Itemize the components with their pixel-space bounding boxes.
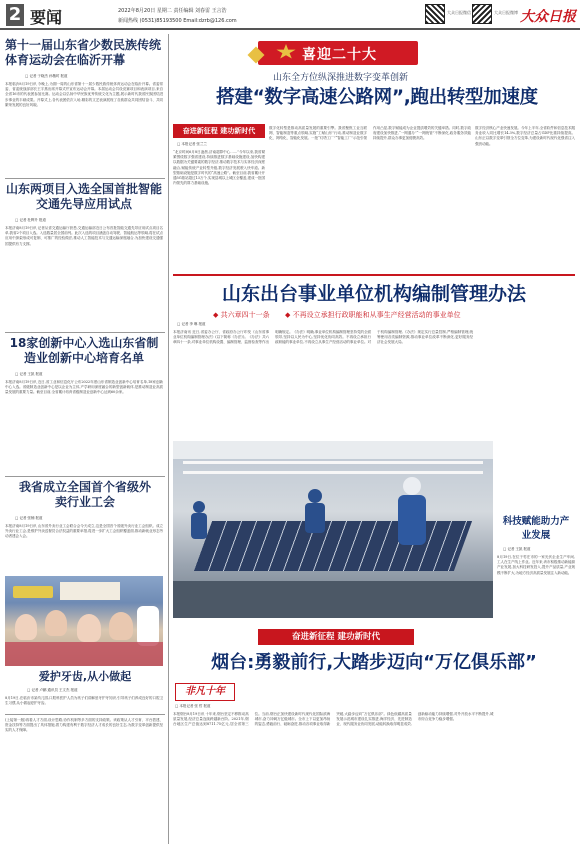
editor-line: 新闻热线 (0531)85193500 Email:dzrb@126.com <box>118 18 237 24</box>
article-byline: □ 本报记者 张 哲 报道 <box>175 704 211 708</box>
article-headline: 我省成立全国首个省级外卖行业工会 <box>18 480 151 509</box>
article-body: 本报烟台8月19日讯 十年来,烟台坚定不移推动高质量发展,经济总量连续跨越新台阶。2021年,烟台地区生产总值达到8711.75亿元,居全省第三位。当前,烟台正加快建设新时代现代化国际滨海城市,奋力冲刺万亿级城市。全市上下以更加昂扬的姿态,勇毅前行、砥砺奋进,推动各项事业取得新突破,大踏步迈向“万亿俱乐部”。绿色低碳高质量发展示范城市建设扎实推进,海洋经济、先进制造业、现代服务业协同发展,动能转换取得明显成效,创新驱动能力持续增强,对外开放水平不断提升,城市综合竞争力稳步增强。 <box>173 712 494 727</box>
photo-feature-text <box>497 441 575 618</box>
article-body: 8月19日,在位于枣庄市的一家光伏企业生产车间,工人在生产线上作业。近年来,该市积极推动新能源产业发展,加大科技研发投入,提升产品质量,产业规模不断扩大,为地方经济高质量发展注入新动能。 <box>497 555 575 575</box>
article-byline: □ 记者 王凯 报道 <box>503 547 531 551</box>
article-byline: □ 记者 王凯 报道 <box>15 372 43 376</box>
policy-article <box>173 278 575 438</box>
policy-headline: 山东出台事业单位机构编制管理办法 <box>221 283 526 305</box>
paper-logo: 大众日报 <box>520 9 576 25</box>
article-body: 本报济南讯 近日,省委办公厅、省政府办公厅印发《山东省事业单位机构编制管理办法》(以下简称《办法》)。《办法》共六章四十一条,对事业单位机构设置、编制管理、监督检查等作出明确规定。《办法》明确,事业单位机构编制管理坚持党的全面领导,坚持以人民为中心,坚持优化协同高效。不再设立承担行政职能的事业单位,不再设立从事生产经营活动的事业单位。对于机构编制管理,《办法》规定实行总量控制,严格编制管理,统筹使用各类编制资源,推动事业单位改革不断深化,更好服务经济社会发展大局。 <box>173 330 473 345</box>
dateline: 2022年8月20日 星期二 责任编辑 刘春雷 王言浩 <box>118 8 227 14</box>
article-body: “北京时间6月8日凌晨,济南超算中心……”今年以来,我省紧紧围绕数字强省建设,持续推进数字基础设施建设,加快构建以数据为关键要素的数字经济,推动数字技术与实体经济深度融合,赋能传统产业转型升级,数字经济发展驶入快车道。新型基础设施是数字时代的“高速公路”。截至目前,我省累计开通5G基站超过13万个,实现县城以上城区全覆盖,建成一批国内领先的算力基础设施。 <box>173 150 265 186</box>
article-headline: 爱护牙齿,从小做起 <box>38 670 132 683</box>
article-body: 数字化转型是推动高质量发展的重要引擎。我省聚焦工业互联网、智能制造等重点领域,实施“工赋山东”行动,推动制造业数字化、网络化、智能化发展。一批“灯塔工厂”“智能工厂”示范引领作用凸显,数字赋能成为企业提质增效的关键举措。同时,数字政府建设加快推进,“一网通办”“一网统管”不断深化,政务服务效能持续提升,群众办事更加便捷高效。 <box>269 126 471 141</box>
section-name: 要闻 <box>30 8 63 27</box>
main-headline: 搭建“数字高速公路网”,跑出转型加速度 <box>216 87 538 108</box>
article-body: 数字经济核心产业快速发展。今年上半年,全省软件和信息技术服务业收入同比增长14.3%,数字经济总量占GDP比重持续提高。山东正以数字变革引领全方位变革,为建设新时代现代化强省注入强劲动能。 <box>475 126 575 146</box>
article-byline: □ 记者 于晓杰 孙楷时 报道 <box>25 74 68 78</box>
article-body: 8月19日,在临沂市某幼儿园,口腔科医护人员为孩子们讲解爱牙护牙知识,引导孩子们养成良好的口腔卫生习惯,从小做起爱护牙齿。 <box>5 696 163 706</box>
policy-subhead: ◆ 共六章四十一条 <box>213 311 270 319</box>
article-byline: □ 本报记者 张兰兰 <box>177 142 207 146</box>
article-body: 本报济南8月19日讯 近日,省工业和信息化厅公布2022年度山东省制造业创新中心培育名单,18家创新中心入选。省级制造业创新中心是以企业为主体,产学研用深度融合的新型创新载体,是推动制造业高质量发展的重要力量。截至目前,全省累计培育省级制造业创新中心达到60余家。 <box>5 380 163 395</box>
policy-subhead-1: 共六章四十一条 <box>220 311 270 319</box>
left-column <box>5 34 165 844</box>
article-body: 本报济南8月19日讯 山东省外卖行业工会联合会今天成立,这是全国首个省级外卖行业工会组织。成立外卖行业工会,是维护外卖送餐员合法权益的重要举措,将进一步扩大工会组织覆盖面,推动新就业形态劳动者建会入会。 <box>5 524 163 539</box>
kids-dental-photo <box>5 576 163 666</box>
article-kicker: 山东全方位纵深推进数字变革创新 <box>273 73 409 83</box>
bottom-series-tag: 奋进新征程 建功新时代 <box>258 629 414 645</box>
qr-label-2: 大众日报微博 <box>494 10 518 15</box>
article-byline: □ 记者 卢鹏 通讯员 王文杰 报道 <box>27 688 78 692</box>
series-tag: 奋进新征程 建功新时代 <box>173 124 265 138</box>
qr-label-1: 大众日报微信 <box>447 10 471 15</box>
photo-feature-headline: 科技赋能助力产业发展 <box>502 516 570 541</box>
bottom-headline: 烟台:勇毅前行,大踏步迈向“万亿俱乐部” <box>211 652 537 673</box>
policy-subhead-2: 不再设立承担行政职能和从事生产经营活动的事业单位 <box>292 311 461 319</box>
article-headline: 第十一届山东省少数民族传统体育运动会在临沂开幕 <box>5 38 162 67</box>
banner <box>258 41 418 65</box>
qr-code-1 <box>425 4 445 24</box>
article-body: (上接第一版)再看人才方面,设计思路,协作机制等多方面的支持政策。该政策从人才引育、平台搭建、资金扶持等方面提出了具体措施,着力构建有利于数字经济人才成长的良好生态,为数字变革创新提供坚实的人才保障。 <box>5 718 163 733</box>
article-byline: □ 记者 杜辉升 报道 <box>15 218 46 222</box>
article-body: 本报临沂8月19日讯 今晚上,为期一周的山东省第十一届少数民族传统体育运动会在临沂开幕。省委常委、省委统战部部长王宇燕出席开幕式并宣布运动会开幕。本届运动会共设竞赛项目和表演项目,来自全省16市的代表团参加比赛。运动会以弘扬中华民族优秀传统文化为主题,展示新时代我省民族团结进步事业的丰硕成果。开幕式上,各代表团依次入场,精彩的文艺表演展现了各族群众共同团结奋斗、共同繁荣发展的良好风貌。 <box>5 82 163 107</box>
article-headline: 18家创新中心入选山东省制造业创新中心培育名单 <box>9 336 159 365</box>
article-body: 本报济南8月19日讯 记者从省交通运输厅获悉,交通运输部近日公布首批智能交通先导应用试点项目名单,我省2个项目入选。入选数量居全国前列。此次入选的项目涵盖自动驾驶、智能航运等领域,将在试点应用中探索形成可复制、可推广的经验做法,推动人工智能技术与交通运输深度融合,为加快建设交通强国提供有力支撑。 <box>5 226 163 246</box>
banner-title: 喜迎二十大 <box>302 47 377 63</box>
page-number-box: 2 <box>6 4 24 26</box>
masthead <box>0 0 580 30</box>
factory-photo <box>173 441 493 618</box>
article-byline: □ 记者 李 琳 报道 <box>177 322 206 326</box>
article-headline: 山东两项目入选全国首批智能交通先导应用试点 <box>5 182 162 211</box>
article-byline: □ 记者 张楠 报道 <box>15 516 43 520</box>
policy-subhead: ◆ 不再设立承担行政职能和从事生产经营活动的事业单位 <box>285 311 461 319</box>
qr-code-2 <box>472 4 492 24</box>
main-article <box>173 68 575 273</box>
bottom-stamp: 非凡十年 <box>175 683 235 701</box>
